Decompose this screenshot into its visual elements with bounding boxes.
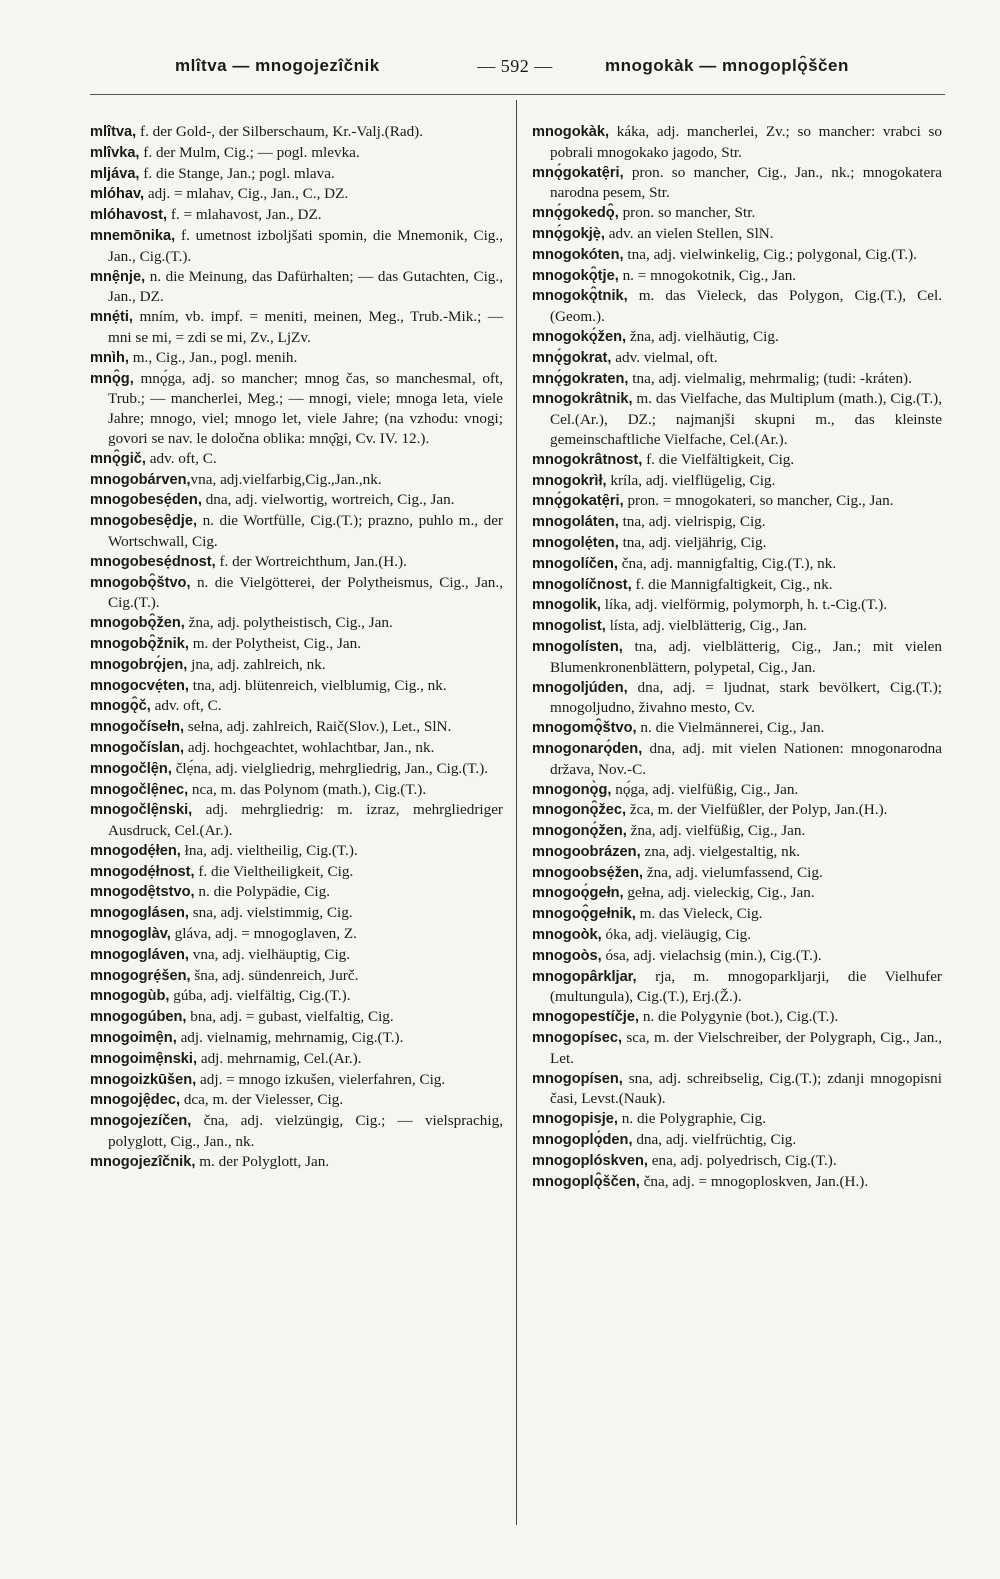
dictionary-entry <box>532 327 942 348</box>
entry-headword: mnogokóten, <box>532 246 624 263</box>
dictionary-entry <box>532 967 942 1008</box>
entry-headword: mnǫ́gokatẹ̑ri, <box>532 164 624 181</box>
entry-headword: mnogokǫ̑tje, <box>532 267 619 284</box>
dictionary-entry <box>532 471 942 492</box>
entry-definition: n. die Meinung, das Dafürhalten; — das Gutachten, Cig., Jan., DZ. <box>108 267 503 306</box>
entry-headword: mnogogùb, <box>90 988 170 1005</box>
entry-definition: lísta, adj. vielblätterig, Cig., Jan. <box>605 617 807 635</box>
dictionary-entry <box>90 164 503 185</box>
entry-headword: mnogolíčnost, <box>532 576 632 593</box>
entry-headword: mnogobǫ̑žnik, <box>90 635 189 652</box>
entry-definition: zna, adj. vielgestaltig, nk. <box>640 842 801 860</box>
entry-definition: sełna, adj. zahlreich, Raič(Slov.), Let., SlN. <box>184 718 452 736</box>
entry-headword: mnogonǫ̑žec, <box>532 802 627 819</box>
dictionary-entry <box>90 1090 503 1111</box>
dictionary-entry <box>532 1069 942 1110</box>
entry-headword: mnìh, <box>90 349 129 366</box>
entry-headword: mnogoplóskven, <box>532 1152 648 1169</box>
entry-headword: mnogokǫ́žen, <box>532 328 627 345</box>
column-divider <box>516 100 517 1525</box>
entry-definition: čna, adj. mannigfaltig, Cig.(T.), nk. <box>617 554 837 572</box>
entry-definition: sna, adj. schreibselig, Cig.(T.); zdanji mnogopisni časi, Levst.(Nauk). <box>550 1069 942 1108</box>
entry-headword: mnogojezíčen, <box>90 1113 192 1130</box>
dictionary-entry <box>532 595 942 616</box>
entry-definition: dna, adj. mit vielen Nationen: mnogonarodna država, Nov.-C. <box>550 739 942 778</box>
entry-headword: mnogoimẹ̑nski, <box>90 1050 198 1067</box>
dictionary-entry <box>90 882 503 903</box>
entry-headword: mnǫ́gokjẹ̀, <box>532 225 605 242</box>
entry-definition: m. der Polyglott, Jan. <box>195 1152 330 1170</box>
dictionary-entry <box>90 369 503 449</box>
entry-headword: mnogobǫ̑žen, <box>90 615 185 632</box>
dictionary-entry <box>532 512 942 533</box>
entry-definition: n. die Polygraphie, Cig. <box>617 1110 767 1128</box>
entry-definition: rja, m. mnogoparkljarji, die Vielhufer (multungula), Cig.(T.), Erj.(Ž.). <box>550 967 942 1006</box>
entry-headword: mnogopârkljar, <box>532 968 637 985</box>
dictionary-entry <box>90 511 503 552</box>
entry-definition: f. umetnost izboljšati spomin, die Mnemonik, Cig., Jan., Cig.(T.). <box>108 226 503 265</box>
dictionary-entry <box>90 122 503 143</box>
entry-definition: tna, adj. vielwinkelig, Cig.; polygonal, Cig.(T.). <box>623 245 917 263</box>
entry-headword: mnogočlẹ̑n, <box>90 760 172 777</box>
entry-headword: mnogoglásen, <box>90 905 189 922</box>
dictionary-entry <box>90 552 503 573</box>
dictionary-entry <box>90 903 503 924</box>
entry-definition: člẹ́na, adj. vielgliedrig, mehrgliedrig, Jan., Cig.(T.). <box>171 759 489 777</box>
entry-headword: mnogolist, <box>532 618 606 635</box>
header-right-guideword: mnogokàk — mnogoplǫ̑ščen <box>605 56 849 75</box>
entry-definition: gúba, adj. vielfältig, Cig.(T.). <box>169 987 351 1005</box>
dictionary-entry <box>90 226 503 267</box>
entry-definition: f. der Mulm, Cig.; — pogl. mlevka. <box>139 143 360 161</box>
entry-definition: dna, adj. vielfrüchtig, Cig. <box>632 1131 797 1149</box>
entry-headword: mnǫ̑gič, <box>90 450 146 467</box>
dictionary-entry <box>532 1007 942 1028</box>
dictionary-entry <box>532 616 942 637</box>
entry-definition: žca, m. der Vielfüßler, der Polyp, Jan.(H.). <box>626 801 888 819</box>
dictionary-entry <box>532 575 942 596</box>
entry-definition: f. die Vieltheiligkeit, Cig. <box>194 862 354 880</box>
dictionary-entry <box>90 780 503 801</box>
entry-definition: tna, adj. blütenreich, vielblumig, Cig., nk. <box>188 676 447 694</box>
entry-definition: óka, adj. vieläugig, Cig. <box>601 926 752 944</box>
entry-definition: jna, adj. zahlreich, nk. <box>187 655 326 673</box>
entry-headword: mnogopísec, <box>532 1030 623 1047</box>
entry-headword: mnogopisje, <box>532 1111 618 1128</box>
dictionary-entry <box>90 800 503 841</box>
entry-definition: žna, adj. vielhäutig, Cig. <box>626 327 779 345</box>
entry-definition: dna, adj. vielwortig, wortreich, Cig., Jan. <box>201 491 455 509</box>
entry-definition: ósa, adj. vielachsig (min.), Cig.(T.). <box>601 946 822 964</box>
entry-definition: n. die Vielmännerei, Cig., Jan. <box>636 719 825 737</box>
page-number: — 592 — <box>477 56 553 76</box>
entry-headword: mnǫ́gokraten, <box>532 370 629 387</box>
dictionary-entry <box>90 696 503 717</box>
right-column <box>532 122 942 1192</box>
entry-headword: mnogokrâtnik, <box>532 391 633 408</box>
entry-definition: adv. oft, C. <box>145 449 217 467</box>
entry-definition: adv. an vielen Stellen, SlN. <box>604 224 774 242</box>
entry-headword: mnogokǫ̑tnik, <box>532 288 628 305</box>
entry-headword: mnogoplǫ̑ščen, <box>532 1173 640 1190</box>
page-header <box>0 56 1000 86</box>
header-rule <box>90 94 945 95</box>
entry-headword: mnogobǫ̑štvo, <box>90 574 191 591</box>
entry-headword: mnogočíslan, <box>90 739 185 756</box>
entry-headword: mljáva, <box>90 165 140 182</box>
entry-definition: kríla, adj. vielflügelig, Cig. <box>606 471 776 489</box>
dictionary-entry <box>90 945 503 966</box>
dictionary-entry <box>532 637 942 678</box>
entry-headword: mnogolíčen, <box>532 555 618 572</box>
entry-headword: mnogomǫ̑štvo, <box>532 720 637 737</box>
entry-headword: mnogokrìł, <box>532 472 607 489</box>
entry-definition: dna, adj. = ljudnat, stark bevölkert, Cig.(T.); mnogoljudno, živahno mesto, Cv. <box>550 678 942 717</box>
entry-definition: gláva, adj. = mnogoglaven, Z. <box>170 925 357 943</box>
entry-headword: mnogogúben, <box>90 1009 187 1026</box>
entry-headword: mnogonarǫ́den, <box>532 740 643 757</box>
entry-definition: pron. so mancher, Str. <box>618 204 756 222</box>
dictionary-entry <box>532 122 942 163</box>
dictionary-entry <box>532 348 942 369</box>
dictionary-entry <box>90 862 503 883</box>
dictionary-entry <box>532 821 942 842</box>
entry-headword: mnogoizkūšen, <box>90 1071 197 1088</box>
entry-definition: łna, adj. vieltheilig, Cig.(T.). <box>180 841 358 859</box>
entry-definition: sna, adj. vielstimmig, Cig. <box>188 904 353 922</box>
dictionary-entry <box>532 450 942 471</box>
dictionary-entry <box>90 986 503 1007</box>
entry-definition: káka, adj. mancherlei, Zv.; so mancher: vrabci so pobrali mnogokako jagodo, Str. <box>550 123 942 161</box>
dictionary-entry <box>90 841 503 862</box>
dictionary-entry <box>90 1152 503 1173</box>
entry-definition: nca, m. das Polynom (math.), Cig.(T.). <box>188 780 427 798</box>
entry-headword: mnogoǫ́gełn, <box>532 885 624 902</box>
dictionary-entry <box>90 1028 503 1049</box>
entry-headword: mnogoobsẹ́žen, <box>532 864 644 881</box>
dictionary-entry <box>90 1111 503 1152</box>
entry-headword: mnogoòk, <box>532 927 602 944</box>
entry-definition: ena, adj. polyedrisch, Cig.(T.). <box>647 1151 837 1169</box>
entry-definition: n. die Vielgötterei, der Polytheismus, Cig., Jan., Cig.(T.). <box>108 573 503 612</box>
entry-headword: mlîtva, <box>90 124 137 140</box>
entry-definition: m., Cig., Jan., pogl. menih. <box>128 348 298 366</box>
dictionary-entry <box>532 904 942 925</box>
dictionary-entry <box>90 348 503 369</box>
entry-headword: mlóhav, <box>90 186 145 203</box>
dictionary-entry <box>532 739 942 780</box>
entry-headword: mnogogrẹ́šen, <box>90 967 191 984</box>
entry-headword: mnogoobrázen, <box>532 843 641 860</box>
dictionary-entry <box>90 1007 503 1028</box>
entry-definition: adj. = mlahav, Cig., Jan., C., DZ. <box>144 185 349 203</box>
dictionary-entry <box>90 924 503 945</box>
entry-headword: mnogocvẹ́ten, <box>90 677 189 694</box>
entry-definition: vna, adj. vielhäuptig, Cig. <box>188 945 351 963</box>
entry-headword: mnogobesẹ́den, <box>90 492 202 509</box>
entry-definition: žna, adj. vielfüßig, Cig., Jan. <box>626 822 806 840</box>
entry-headword: mnogobesẹ́dnost, <box>90 553 216 570</box>
dictionary-entry <box>532 1151 942 1172</box>
dictionary-entry <box>90 143 503 164</box>
entry-definition: adv. oft, C. <box>150 697 222 715</box>
entry-headword: mnogočlẹ̑nski, <box>90 802 193 819</box>
dictionary-entry <box>532 800 942 821</box>
entry-headword: mnẹ̑nje, <box>90 268 146 285</box>
entry-headword: mnogoplǫ́den, <box>532 1132 633 1149</box>
dictionary-entry <box>90 205 503 226</box>
dictionary-entry <box>532 266 942 287</box>
entry-definition: m. der Polytheist, Cig., Jan. <box>188 634 362 652</box>
entry-headword: mnǫ́gokedǫ̑, <box>532 205 619 222</box>
dictionary-entry <box>90 655 503 676</box>
entry-definition: čna, adj. vielzüngig, Cig.; — vielsprachig, polyglott, Cig., Jan., nk. <box>108 1112 503 1151</box>
entry-definition: adv. vielmal, oft. <box>611 348 718 366</box>
entry-definition: f. = mlahavost, Jan., DZ. <box>167 206 322 224</box>
entry-headword: mnogodẹ́łnost, <box>90 863 195 880</box>
dictionary-entry <box>90 184 503 205</box>
entry-headword: mnogoǫ̑gełnik, <box>532 906 636 923</box>
entry-definition: f. die Stange, Jan.; pogl. mlava. <box>139 164 335 182</box>
dictionary-entry <box>90 470 503 491</box>
dictionary-entry <box>90 634 503 655</box>
entry-definition: žna, adj. polytheistisch, Cig., Jan. <box>184 614 393 632</box>
dictionary-entry <box>90 613 503 634</box>
dictionary-entry <box>90 449 503 470</box>
entry-definition: m. das Vielfache, das Multiplum (math.), Cig.(T.), Cel.(Ar.), DZ.; najmanjši skupni m., das kleinste gemeinschaftliche Vielfache, Cel.(Ar.). <box>550 390 942 448</box>
entry-definition: sca, m. der Vielschreiber, der Polygraph, Cig., Jan., Let. <box>550 1029 942 1067</box>
dictionary-entry <box>90 573 503 614</box>
dictionary-entry <box>90 717 503 738</box>
dictionary-entry <box>90 267 503 308</box>
entry-headword: mnogonǫ̀g, <box>532 781 612 798</box>
dictionary-entry <box>532 925 942 946</box>
entry-definition: n. die Polypädie, Cig. <box>194 883 331 901</box>
dictionary-entry <box>532 1130 942 1151</box>
header-left-guideword: mlîtva — mnogojezîčnik <box>175 56 380 75</box>
entry-headword: mnogopísen, <box>532 1070 623 1087</box>
entry-headword: mnogodẹ̑tstvo, <box>90 884 195 901</box>
entry-headword: mnogopestíčje, <box>532 1009 640 1026</box>
entry-definition: m. das Vieleck, das Polygon, Cig.(T.), Cel.(Geom.). <box>550 287 942 326</box>
entry-headword: mnogobrǫ́jen, <box>90 656 188 673</box>
dictionary-entry <box>532 863 942 884</box>
dictionary-entry <box>532 491 942 512</box>
dictionary-entry <box>532 533 942 554</box>
dictionary-entry <box>90 966 503 987</box>
entry-definition: vna, adj.vielfarbig,Cig.,Jan.,nk. <box>190 470 382 488</box>
entry-definition: f. die Mannigfaltigkeit, Cig., nk. <box>631 575 833 593</box>
entry-definition: tna, adj. vielmalig, mehrmalig; (tudi: -kráten). <box>628 369 912 387</box>
dictionary-entry <box>532 1109 942 1130</box>
dictionary-entry <box>532 369 942 390</box>
entry-definition: n. die Polygynie (bot.), Cig.(T.). <box>639 1008 839 1026</box>
entry-headword: mnogolik, <box>532 597 601 614</box>
entry-definition: dca, m. der Vielesser, Cig. <box>180 1091 344 1109</box>
entry-definition: tna, adj. vieljährig, Cig. <box>618 533 767 551</box>
entry-headword: mnogoljúden, <box>532 679 628 696</box>
entry-definition: adj. = mnogo izkušen, vielerfahren, Cig. <box>196 1070 446 1088</box>
entry-headword: mnogojẹ̑dec, <box>90 1092 181 1109</box>
dictionary-entry <box>532 203 942 224</box>
entry-headword: mnǫ́gokrat, <box>532 349 612 366</box>
entry-headword: mnogobárven, <box>90 471 191 488</box>
left-column <box>90 122 503 1173</box>
dictionary-entry <box>90 490 503 511</box>
dictionary-entry <box>532 163 942 204</box>
entry-definition: mním, vb. impf. = meniti, meinen, Meg., Trub.-Mik.; — mni se mi, = zdi se mi, Zv., LjZv. <box>108 308 503 346</box>
dictionary-entry <box>532 780 942 801</box>
entry-definition: f. die Vielfältigkeit, Cig. <box>642 450 795 468</box>
dictionary-entry <box>532 554 942 575</box>
entry-definition: m. das Vieleck, Cig. <box>635 905 763 923</box>
dictionary-entry <box>532 1172 942 1193</box>
entry-headword: mnogogláven, <box>90 946 189 963</box>
entry-definition: n. die Wortfülle, Cig.(T.); prazno, puhlo m., der Wortschwall, Cig. <box>108 512 503 550</box>
dictionary-entry <box>90 759 503 780</box>
entry-headword: mlîvka, <box>90 144 140 161</box>
entry-definition: mnǫ́ga, adj. so mancher; mnog čas, so manchesmal, oft, Trub.; — mancherlei, Meg.; — mnogi, viele; mnoga leta, viele Jahre; mnogo, viel; mnogo let, viele Jahre; (na vzhodu: vnogi; govori se nav. le določna oblika: mnǫ̑gi, Cv. IV. 12.). <box>108 369 503 447</box>
entry-headword: mnogoláten, <box>532 514 619 531</box>
dictionary-entry <box>532 883 942 904</box>
entry-definition: gełna, adj. vieleckig, Cig., Jan. <box>623 884 815 902</box>
entry-headword: mnemōnika, <box>90 227 176 244</box>
entry-headword: mnǫ́gokatẹ̑ri, <box>532 493 624 510</box>
entry-definition: nǫ́ga, adj. vielfüßig, Cig., Jan. <box>611 780 799 798</box>
entry-definition: čna, adj. = mnogoploskven, Jan.(H.). <box>639 1172 869 1190</box>
entry-headword: mnogočlẹ̑nec, <box>90 781 189 798</box>
entry-headword: mnogoglàv, <box>90 926 171 943</box>
dictionary-entry <box>532 946 942 967</box>
dictionary-entry <box>532 678 942 719</box>
entry-headword: mnogǫ̑č, <box>90 698 151 715</box>
entry-headword: mnogoimẹ̑n, <box>90 1030 177 1047</box>
entry-definition: šna, adj. sündenreich, Jurč. <box>190 966 359 984</box>
entry-definition: líka, adj. vielförmig, polymorph, h. t.-Cig.(T.). <box>600 596 888 614</box>
entry-headword: mnogokàk, <box>532 124 610 140</box>
entry-definition: pron. so mancher, Cig., Jan., nk.; mnogokatera narodna pesem, Str. <box>550 163 942 202</box>
entry-headword: mnogolísten, <box>532 638 623 655</box>
dictionary-entry <box>532 286 942 327</box>
entry-definition: pron. = mnogokateri, so mancher, Cig., Jan. <box>623 492 894 510</box>
entry-definition: adj. mehrnamig, Cel.(Ar.). <box>197 1049 362 1067</box>
dictionary-entry <box>532 224 942 245</box>
dictionary-entry <box>90 307 503 348</box>
dictionary-entry <box>532 1028 942 1069</box>
entry-headword: mlóhavost, <box>90 207 168 224</box>
entry-definition: adj. mehrgliedrig: m. izraz, mehrgliedriger Ausdruck, Cel.(Ar.). <box>108 801 503 840</box>
entry-definition: žna, adj. vielumfassend, Cig. <box>643 863 823 881</box>
entry-headword: mnogonǫ́žen, <box>532 823 627 840</box>
entry-headword: mnǫ̑g, <box>90 370 134 387</box>
entry-headword: mnogokrâtnost, <box>532 451 643 468</box>
entry-definition: adj. hochgeachtet, wohlachtbar, Jan., nk. <box>184 738 435 756</box>
entry-definition: tna, adj. vielblätterig, Cig., Jan.; mit vielen Blumenkronenblättern, polypetal, Cig., Jan. <box>550 637 942 676</box>
dictionary-entry <box>532 842 942 863</box>
entry-definition: n. = mnogokotnik, Cig., Jan. <box>618 266 797 284</box>
entry-headword: mnẹ́ti, <box>90 309 133 326</box>
entry-definition: f. der Gold-, der Silberschaum, Kr.-Valj.(Rad). <box>136 123 424 140</box>
entry-definition: tna, adj. vielrispig, Cig. <box>618 513 766 531</box>
entry-headword: mnogobesẹ̑dje, <box>90 513 198 530</box>
entry-headword: mnogodẹ́łen, <box>90 842 181 859</box>
entry-headword: mnogolẹ́ten, <box>532 534 619 551</box>
dictionary-entry <box>90 1070 503 1091</box>
dictionary-entry <box>90 1049 503 1070</box>
entry-headword: mnogočísełn, <box>90 719 185 736</box>
entry-headword: mnogojezîčnik, <box>90 1153 196 1170</box>
entry-definition: bna, adj. = gubast, vielfaltig, Cig. <box>186 1008 394 1026</box>
dictionary-entry <box>90 676 503 697</box>
dictionary-entry <box>532 245 942 266</box>
dictionary-entry <box>90 738 503 759</box>
entry-definition: f. der Wortreichthum, Jan.(H.). <box>215 552 407 570</box>
entry-definition: adj. vielnamig, mehrnamig, Cig.(T.). <box>176 1029 404 1047</box>
dictionary-entry <box>532 718 942 739</box>
entry-headword: mnogoòs, <box>532 947 602 964</box>
dictionary-entry <box>532 389 942 449</box>
